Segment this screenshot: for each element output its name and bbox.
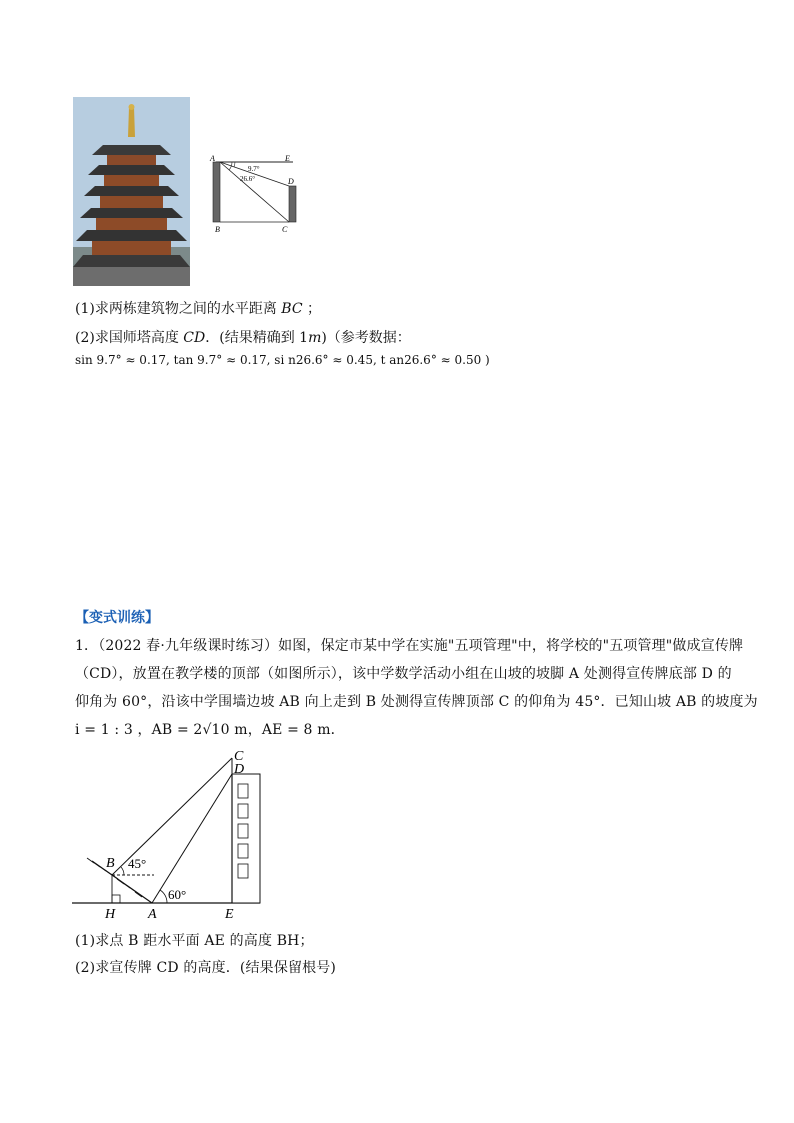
label-c: C <box>282 225 288 234</box>
problem-question-2: (2)求宣传牌 CD 的高度．(结果保留根号) <box>75 960 337 976</box>
question-1-text: (1)求两栋建筑物之间的水平距离 <box>75 301 277 317</box>
problem-question-1: (1)求点 B 距水平面 AE 的高度 BH； <box>75 933 314 949</box>
label-d2: D <box>234 762 245 777</box>
section-heading: 【变式训练】 <box>75 610 159 626</box>
label-b2: B <box>106 856 115 871</box>
label-e: E <box>285 154 290 163</box>
pagoda-illustration <box>73 97 190 286</box>
label-h2: H <box>105 907 116 922</box>
pagoda-photo <box>73 97 190 286</box>
angle-diagram-1 <box>208 150 303 236</box>
label-c2: C <box>234 749 244 764</box>
problem-line-2: （CD），放置在教学楼的顶部（如图所示），该中学数学活动小组在山坡的坡脚 A 处测得宣传牌底部 D 的 <box>75 666 732 682</box>
label-a: A <box>210 154 215 163</box>
angle-label-60: 60° <box>168 887 187 902</box>
angle-label-45: 45° <box>128 856 147 871</box>
question-1-end: ； <box>307 301 322 317</box>
angle-label-9-7: 9.7° <box>248 165 260 173</box>
problem-line-3: 仰角为 60°，沿该中学围墙边坡 AB 向上走到 B 处测得宣传牌顶部 C 的仰角为 45°．已知山坡 AB 的坡度为 <box>75 694 758 710</box>
angle-label-26-6: 26.6° <box>240 175 256 183</box>
question-2-unit: m <box>308 330 322 346</box>
label-b: B <box>215 225 220 234</box>
question-2-end: )（参考数据： <box>321 330 411 346</box>
slope-diagram <box>72 746 272 922</box>
reference-data: sin 9.7° ≈ 0.17, tan 9.7° ≈ 0.17, si n26.6° ≈ 0.45, t an26.6° ≈ 0.50 ) <box>75 353 490 367</box>
question-2-text: (2)求国师塔高度 <box>75 330 179 346</box>
question-2-var: CD <box>183 330 206 346</box>
label-a2: A <box>148 907 157 922</box>
question-2-mid: ．(结果精确到 1 <box>205 330 309 346</box>
label-d: D <box>288 177 294 186</box>
problem-line-1: 1．（2022 春·九年级课时练习）如图，保定市某中学在实施"五项管理"中，将学校的"五项管理"做成宣传牌 <box>75 638 744 654</box>
tower-cd <box>289 186 296 222</box>
label-e2: E <box>225 907 234 922</box>
building-ab <box>213 162 220 222</box>
problem-line-4: i = 1 : 3 ，AB = 2√10 m，AE = 8 m． <box>75 722 345 738</box>
question-1-var: BC <box>281 301 303 317</box>
question-1 <box>75 298 321 318</box>
question-2 <box>75 327 411 347</box>
